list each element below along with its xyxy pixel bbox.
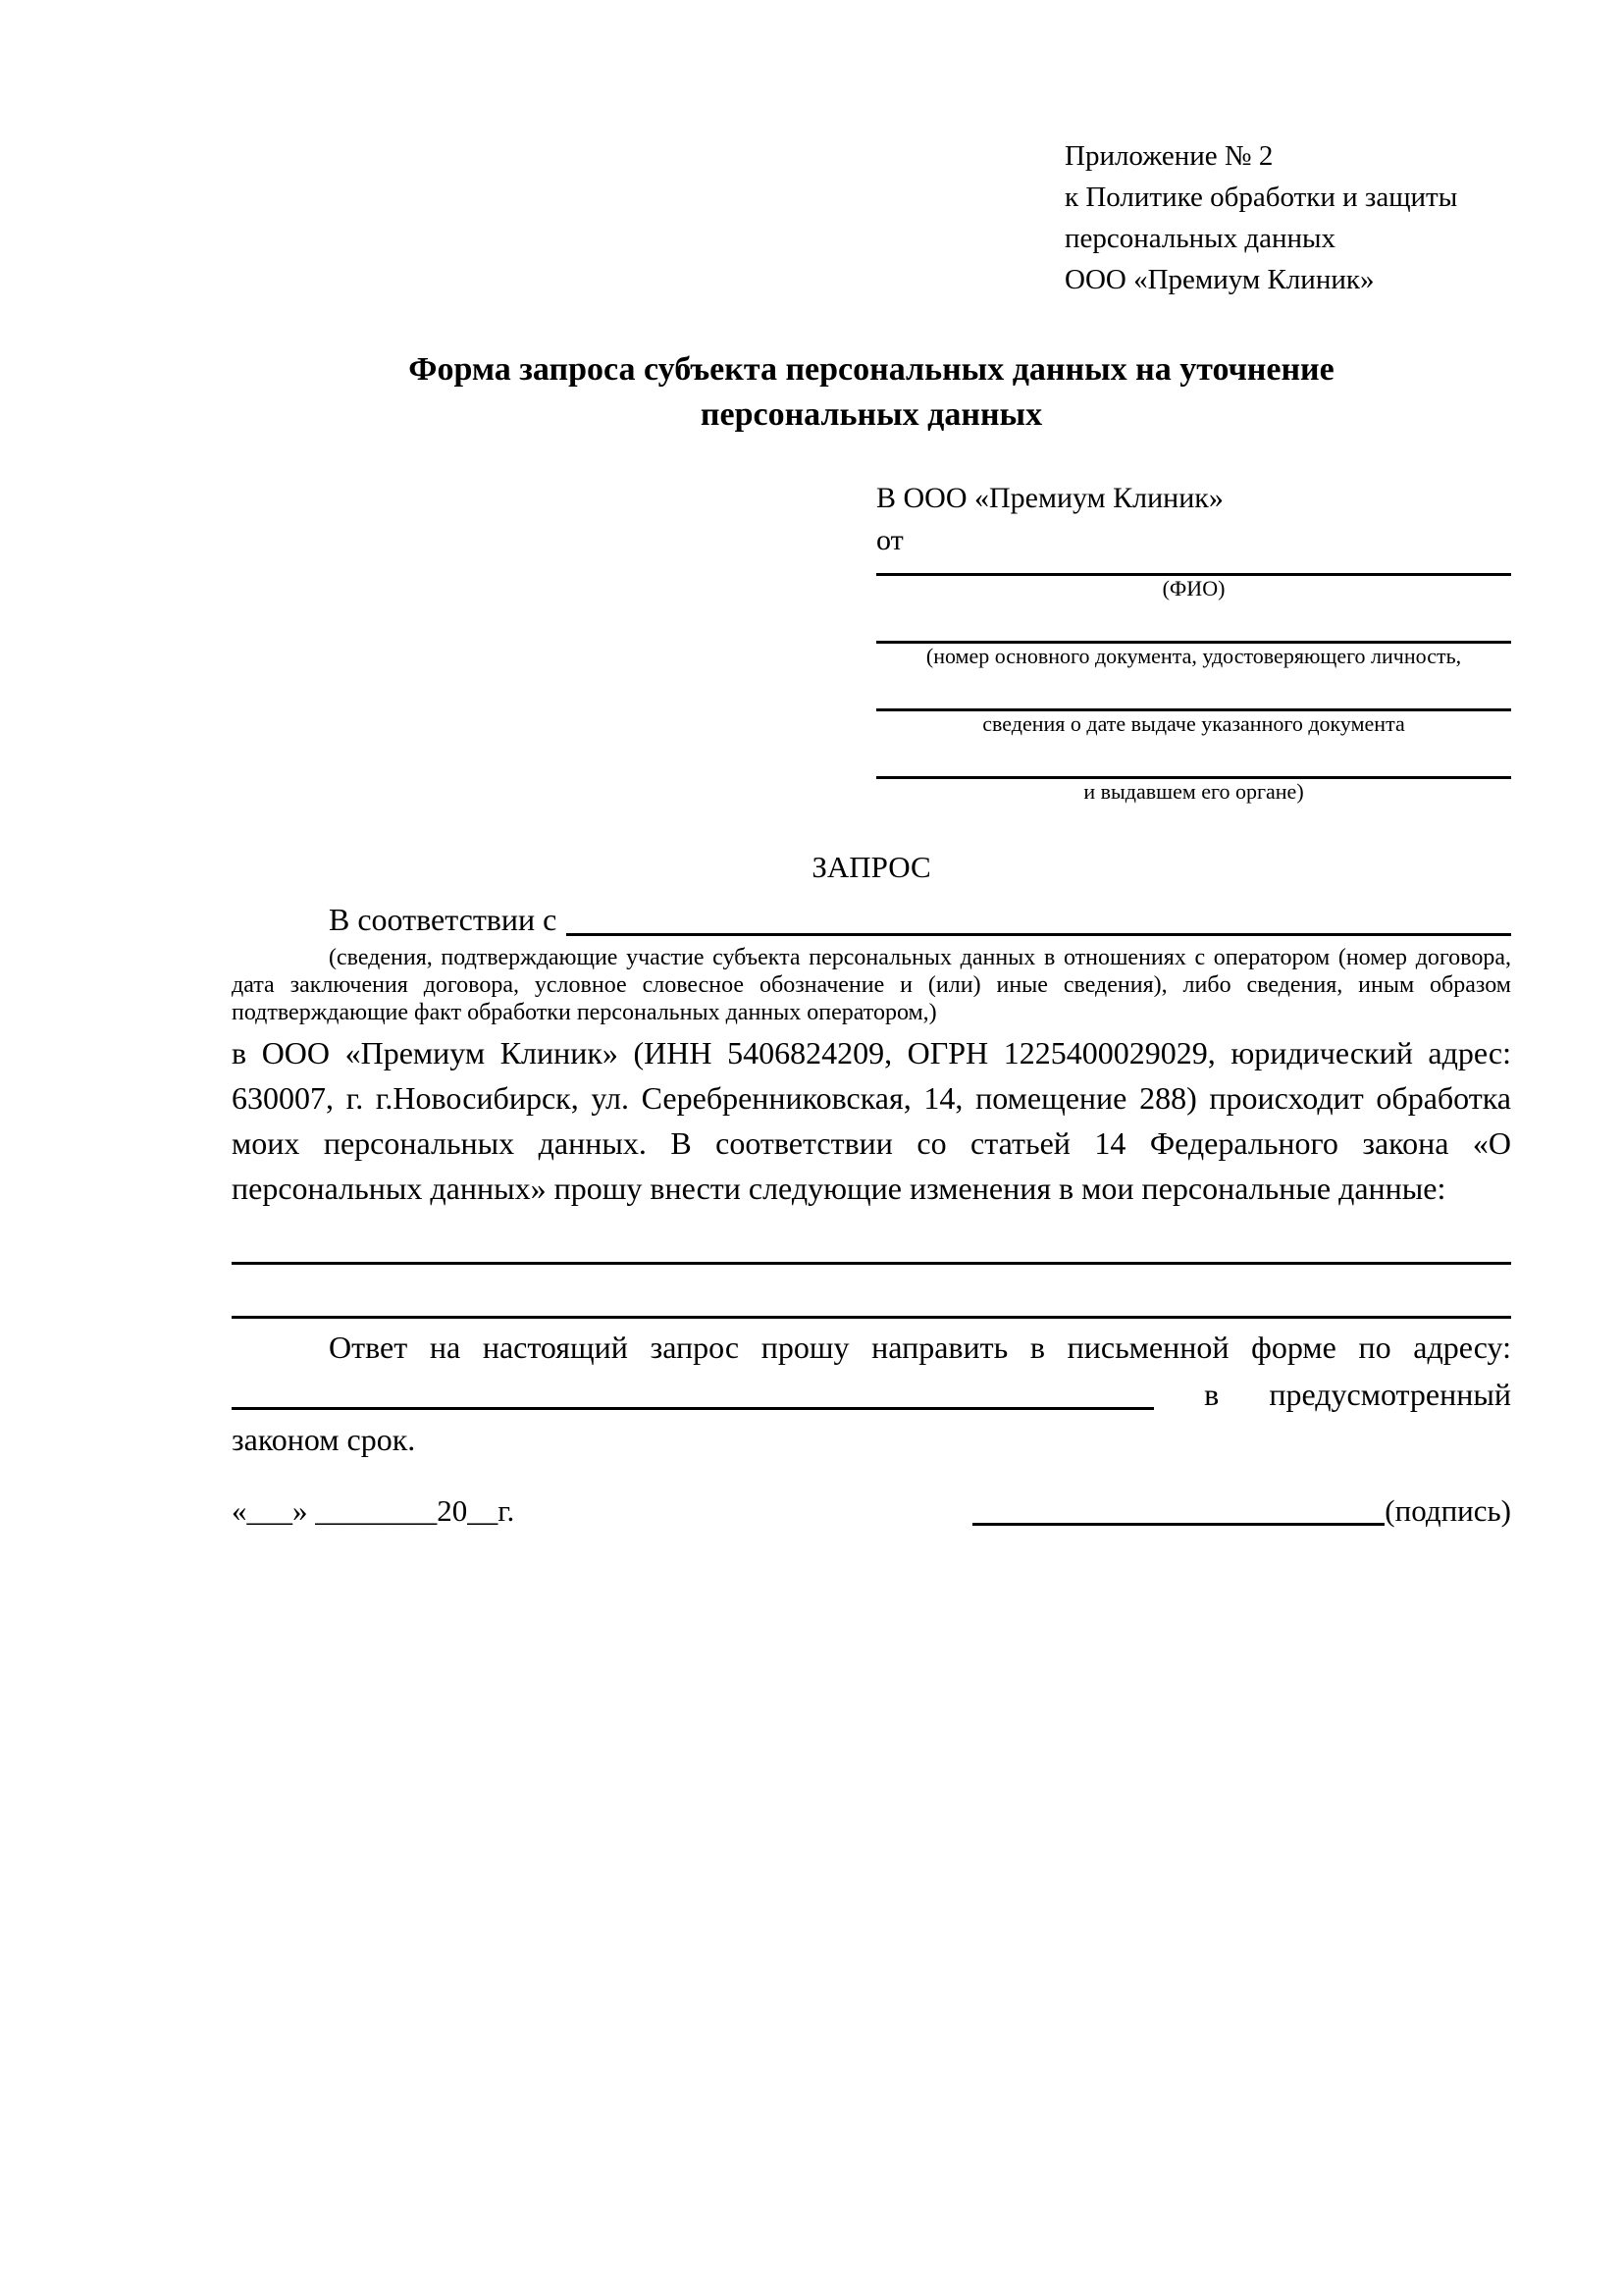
answer-intro-line: Ответ на настоящий запрос прошу направить в письменной форме по адресу:: [329, 1330, 1511, 1365]
addressee-to: В ООО «Премиум Клиник»: [876, 482, 1224, 514]
addressee-block: [876, 477, 1511, 805]
address-blank-line: [232, 1407, 1154, 1410]
answer-tail-line: законом срок.: [232, 1422, 416, 1457]
answer-word-v: в: [1204, 1377, 1220, 1412]
answer-address-row: [232, 1370, 1511, 1417]
request-body-paragraph: в ООО «Премиум Клиник» (ИНН 5406824209, ОГРН 1225400029029, юридический адрес: 630007, г. г.Новосибирск, ул. Серебренниковская, 14, помещение 288) происходит обработка моих персональных данных. В соответствии со статьей 14 Федерального закона «О персональных данных» прошу внести следующие изменения в мои персональные данные:: [232, 1035, 1511, 1206]
date-signature-row: [232, 1489, 1511, 1533]
changes-blank-line-2: [232, 1265, 1511, 1319]
signature-group: [972, 1489, 1511, 1533]
fio-blank-line: [876, 561, 1511, 576]
doc-issue-date-caption: сведения о дате выдаче указанного документа: [982, 711, 1405, 736]
accordance-label: В соответствии с: [329, 902, 557, 937]
request-heading: ЗАПРОС: [812, 850, 931, 884]
addressee-from-label: от: [876, 524, 904, 556]
page-title: [232, 347, 1511, 438]
signature-caption: (подпись): [1385, 1493, 1511, 1528]
fio-caption: (ФИО): [1162, 576, 1226, 600]
accordance-footnote: (сведения, подтверждающие участие субъекта персональных данных в отношениях с оператором (номер договора, дата заключения договора, условное словесное обозначение и (или) иные сведения), либо сведения, иным образом подтверждающие факт обработки персональных данных оператором,): [232, 945, 1511, 1025]
page-title-line: персональных данных: [700, 396, 1043, 433]
doc-number-blank-line: [876, 601, 1511, 644]
annex-line: персональных данных: [1065, 223, 1336, 254]
page-title-line: Форма запроса субъекта персональных данных на уточнение: [408, 351, 1335, 388]
date-blank: «___» ________20__г.: [232, 1493, 515, 1528]
accordance-blank-line: [566, 933, 1511, 936]
doc-number-caption: (номер основного документа, удостоверяющего личность,: [925, 644, 1462, 668]
signature-blank-line: [972, 1523, 1385, 1526]
answer-word-predusmotrennyj: предусмотренный: [1269, 1377, 1511, 1412]
annex-line: Приложение № 2: [1065, 140, 1274, 172]
annex-line: к Политике обработки и защиты: [1065, 182, 1458, 213]
annex-block: [1065, 135, 1511, 300]
accordance-row: [232, 897, 1511, 942]
annex-line: ООО «Премиум Клиник»: [1065, 264, 1375, 295]
doc-issue-date-blank-line: [876, 669, 1511, 711]
doc-issuer-blank-line: [876, 737, 1511, 779]
doc-issuer-caption: и выдавшем его органе): [1083, 779, 1304, 804]
changes-blank-line-1: [232, 1211, 1511, 1265]
